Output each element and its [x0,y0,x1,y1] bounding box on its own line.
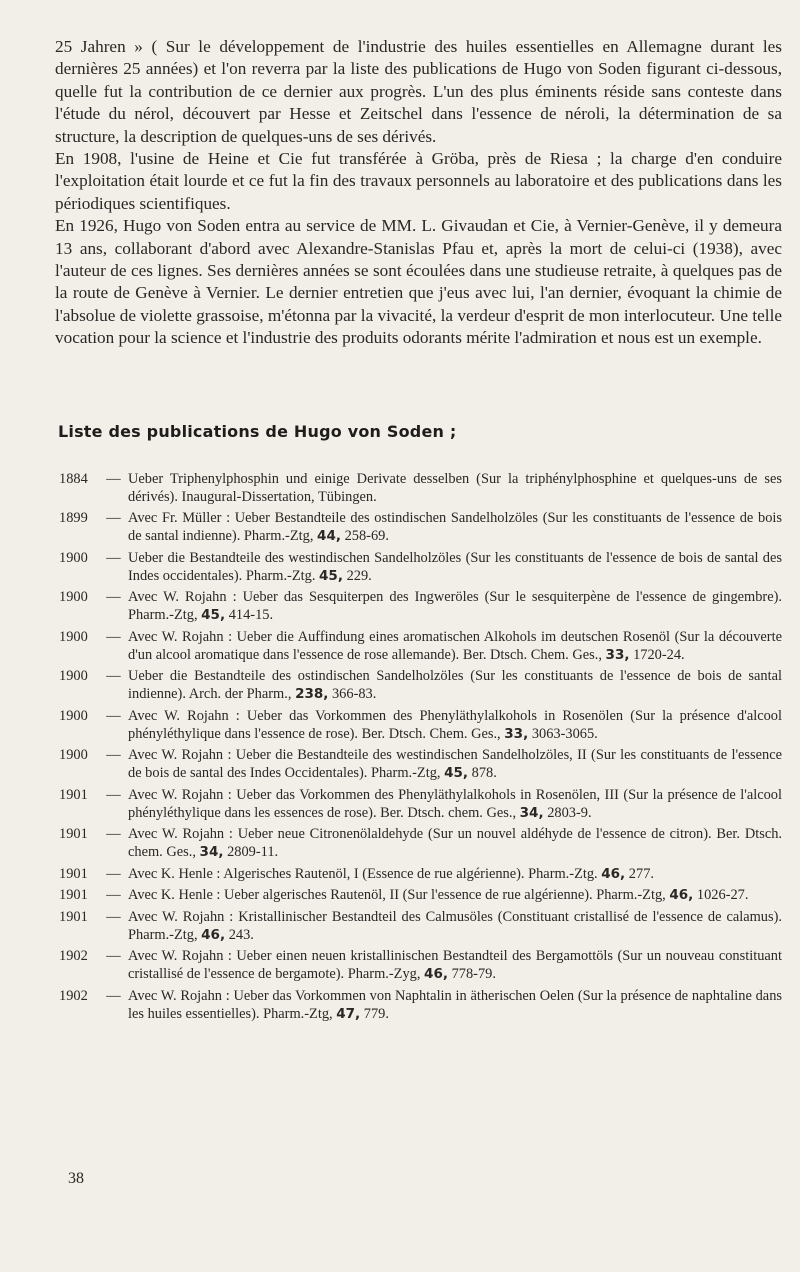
page-range: 2809-11. [227,844,279,861]
publication-year: 1900 [59,589,88,606]
publication-year: 1884 [59,470,88,487]
citation-text: Avec W. Rojahn : Ueber neue Citronenölaldehyde (Sur un nouvel aldéhyde de l'essence de citron). Ber. Dtsch. chem. Ges., [128,826,782,861]
page-number: 38 [68,1170,84,1187]
page-range: 258-69. [344,528,389,545]
citation-text: Avec W. Rojahn : Ueber die Auffindung eines aromatischen Alkohols im deutschen Rosenöl (Sur la découverte d'un alcool aromatique dans l'essence de rose allemande). Ber. Dtsch. Chem. Ges., [128,628,782,663]
page-range: 779. [363,1005,389,1022]
publication-entry [55,825,782,861]
volume-number: 46, [201,926,226,943]
citation-text: Avec W. Rojahn : Ueber das Vorkommen des Phenyläthylalkohols in Rosenölen, III (Sur la présence de l'alcool phényléthylique dans les essences de rose). Ber. Dtsch. chem. Ges., [128,786,782,821]
intro-text [55,36,782,350]
citation-text: Avec W. Rojahn : Kristallinischer Bestandteil des Calmusöles (Constituant cristallisé de l'essence de calamus). Pharm.-Ztg, [128,908,782,943]
publication-year: 1900 [59,549,88,566]
page-range: 366-83. [331,686,377,703]
publication-citation [128,865,782,883]
publication-entry [55,707,782,743]
publication-citation [128,509,782,545]
publication-year: 1900 [59,747,88,764]
publication-entry [55,470,782,506]
volume-number: 46, [601,865,626,882]
publications-heading: Liste des publications de Hugo von Soden ; [58,421,457,441]
citation-text: Ueber die Bestandteile des ostindischen Sandelholzöles (Sur les constituants de l'essence de bois de santal indienne). Arch. der Pharm., [128,668,782,703]
page-range: 1026-27. [696,887,749,904]
page-range: 3063-3065. [531,725,598,742]
publication-list [55,470,782,1023]
page-range: 1720-24. [633,646,685,663]
publication-citation [128,549,782,585]
publication-citation [128,947,782,983]
publication-year: 1902 [59,987,88,1004]
citation-text: Avec K. Henle : Algerisches Rautenöl, I (Essence de rue algérienne). Pharm.-Ztg. [128,865,598,882]
citation-text: Avec W. Rojahn : Ueber das Sesquiterpen des Ingweröles (Sur le sesquiterpène de l'essence de gingembre). Pharm.-Ztg, [128,589,782,624]
volume-number: 33, [504,725,529,742]
citation-text: Ueber die Bestandteile des westindischen Sandelholzöles (Sur les constituants de l'essence de bois de santal des Indes occidentales). Pharm.-Ztg. [128,549,782,584]
publication-citation [128,786,782,822]
volume-number: 45, [319,567,343,584]
publication-entry [55,786,782,822]
entry-dash: — [106,668,121,685]
publication-entry [55,987,782,1023]
publication-year: 1901 [59,786,88,803]
page-range: 414-15. [228,607,274,624]
entry-dash: — [106,887,121,904]
publication-citation [128,628,782,664]
publication-citation [128,825,782,861]
volume-number: 238, [295,686,329,703]
citation-text: Avec K. Henle : Ueber algerisches Rautenöl, II (Sur l'essence de rue algérienne). Pharm.-Ztg, [128,887,666,904]
publication-entry [55,667,782,703]
paragraph: En 1908, l'usine de Heine et Cie fut transférée à Gröba, près de Riesa ; la charge d'en conduire l'exploitation était lourde et ce fut la fin des travaux personnels au laboratoire et des publications dans les périodiques scientifiques. [55,149,782,213]
entry-dash: — [106,786,121,803]
volume-number: 46, [424,966,448,983]
publication-entry [55,886,782,904]
publication-entry [55,746,782,782]
entry-dash: — [106,510,121,527]
volume-number: 33, [605,646,630,663]
entry-dash: — [106,908,121,925]
entry-dash: — [106,470,121,487]
publication-year: 1902 [59,948,88,965]
publication-citation [128,707,782,743]
page-range: 878. [471,765,497,782]
page-range: 778-79. [451,966,496,983]
citation-text: Avec W. Rojahn : Ueber das Vorkommen von Naphtalin in ätherischen Oelen (Sur la présence de naphtaline dans les huiles essentielles). Pharm.-Ztg, [128,987,782,1022]
page-range: 277. [628,865,654,882]
citation-text: Avec Fr. Müller : Ueber Bestandteile des ostindischen Sandelholzöles (Sur les constituants de l'essence de bois de santal indienne). Pharm.-Ztg, [128,510,782,545]
volume-number: 44, [317,528,341,545]
publication-entry [55,509,782,545]
publication-entry [55,588,782,624]
publication-year: 1901 [59,908,88,925]
publication-citation [128,746,782,782]
entry-dash: — [106,865,121,882]
entry-dash: — [106,987,121,1004]
entry-dash: — [106,707,121,724]
entry-dash: — [106,747,121,764]
volume-number: 45, [201,607,226,624]
publication-year: 1900 [59,668,88,685]
entry-dash: — [106,948,121,965]
publication-entry [55,947,782,983]
publication-entry [55,628,782,664]
citation-text: Ueber Triphenylphosphin und einige Derivate desselben (Sur la triphénylphosphine et quelques-uns de ses dérivés). Inaugural-Dissertation, Tübingen. [128,470,782,505]
volume-number: 34, [519,804,544,821]
publication-year: 1901 [59,887,88,904]
publication-year: 1901 [59,865,88,882]
paragraph: 25 Jahren » ( Sur le développement de l'industrie des huiles essentielles en Allemagne durant les dernières 25 années) et l'on reverra par la liste des publications de Hugo von Soden figurant ci-dessous, quelle fut la contribution de ce dernier aux progrès. L'un des plus éminents réside sans conteste dans l'étude du nérol, découvert par Hesse et Zeitschel dans l'essence de néroli, la détermination de sa structure, la description de quelques-uns de ses dérivés. [55,37,782,146]
publication-citation [128,588,782,624]
publication-citation [128,908,782,944]
publication-entry [55,549,782,585]
volume-number: 46, [669,887,694,904]
entry-dash: — [106,549,121,566]
publication-citation [128,470,782,506]
citation-text: Avec W. Rojahn : Ueber die Bestandteile des westindischen Sandelholzöles, II (Sur les constituants de l'essence de bois de santal des Indes Occidentales). Pharm.-Ztg, [128,747,782,782]
volume-number: 47, [336,1005,361,1022]
page-range: 2803-9. [547,804,592,821]
publication-entry [55,865,782,883]
entry-dash: — [106,628,121,645]
citation-text: Avec W. Rojahn : Ueber das Vorkommen des Phenyläthylalkohols in Rosenölen (Sur la présence d'alcool phényléthylique dans l'essence de rose). Ber. Dtsch. Chem. Ges., [128,707,782,742]
publication-year: 1900 [59,707,88,724]
volume-number: 34, [199,844,224,861]
publication-year: 1900 [59,628,88,645]
publication-citation [128,886,782,904]
entry-dash: — [106,826,121,843]
volume-number: 45, [444,765,469,782]
paragraph: En 1926, Hugo von Soden entra au service de MM. L. Givaudan et Cie, à Vernier-Genève, il y demeura 13 ans, collaborant d'abord avec Alexandre-Stanislas Pfau et, après la mort de celui-ci (1938), avec l'auteur de ces lignes. Ses dernières années se sont écoulées dans une studieuse retraite, à quelques pas de la route de Genève à Vernier. Le dernier entretien que j'eus avec lui, l'an dernier, évoquant la chimie de l'absolue de violette grassoise, m'étonna par la vivacité, la verdeur d'esprit de mon interlocuteur. Une telle vocation pour la science et l'industrie des produits odorants mérite l'admiration et nous est un exemple. [55,216,782,348]
citation-text: Avec W. Rojahn : Ueber einen neuen kristallinischen Bestandteil des Bergamottöls (Sur un nouveau constituant cristallisé de l'essence de bergamote). Pharm.-Zyg, [128,948,782,983]
publication-year: 1901 [59,826,88,843]
publication-citation [128,987,782,1023]
page-range: 243. [228,926,254,943]
publication-citation [128,667,782,703]
page-range: 229. [346,567,372,584]
publication-entry [55,908,782,944]
publication-year: 1899 [59,510,88,527]
entry-dash: — [106,589,121,606]
